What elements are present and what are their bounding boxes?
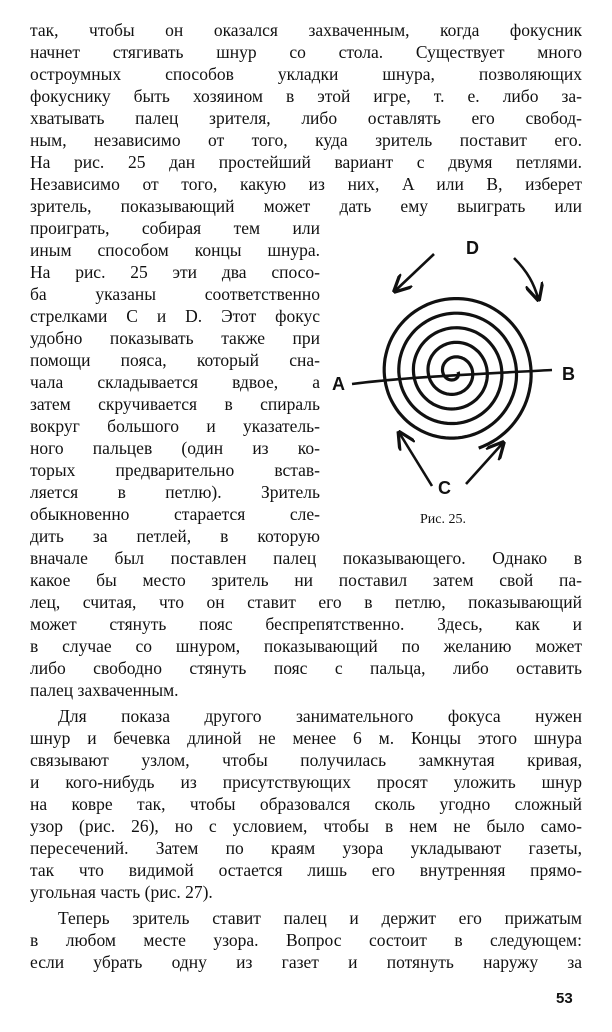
text-line: фокуснику быть хозяином в этой игре, т. е. либо за- [30, 86, 582, 106]
text-line: Теперь зритель ставит палец и держит его прижатым [58, 908, 582, 928]
text-line: начнет стягивать шнур со стола. Существует много [30, 42, 582, 62]
text-line: может стянуть пояс беспрепятственно. Здесь, как и [30, 614, 582, 634]
text-line: в любом месте узора. Вопрос состоит в следующем: [30, 930, 582, 950]
text-line: и кого-нибудь из присутствующих просят уложить шнур [30, 772, 582, 792]
figure-spiral [326, 232, 588, 532]
text-line: ба указаны соответственно [30, 284, 320, 304]
text-line: иным способом концы шнура. [30, 240, 320, 260]
text-line: хватывать палец зрителя, либо оставлять его свобод- [30, 108, 582, 128]
text-line: связывают узлом, чтобы получилась замкнутая кривая, [30, 750, 582, 770]
text-line: проиграть, собирая тем или [30, 218, 320, 238]
arrow-c-right [466, 444, 502, 484]
arrow-c-left [400, 434, 432, 486]
label-d: D [466, 238, 479, 258]
text-line: зритель, показывающий может дать ему выиграть или [30, 196, 582, 216]
text-line: если убрать одну из газет и потянуть наружу за [30, 952, 582, 972]
text-line: удобно показывать также при [30, 328, 320, 348]
text-line: ным, независимо от того, куда зритель поставит его. [30, 130, 582, 150]
text-line: либо свободно стянуть пояс с пальца, либо оставить [30, 658, 582, 678]
text-line: чала складывается вдвое, а [30, 372, 320, 392]
text-line: дить за петлей, в которую [30, 526, 320, 546]
text-line: обыкновенно старается сле- [30, 504, 320, 524]
label-a: A [332, 374, 345, 394]
text-line: какое бы место зритель ни поставил затем свой па- [30, 570, 582, 590]
text-line: так, чтобы он оказался захваченным, когда фокусник [30, 20, 582, 40]
text-line: На рис. 25 эти два спосо- [30, 262, 320, 282]
text-line: ляется в петлю). Зритель [30, 482, 320, 502]
text-line: на ковре так, чтобы образовался сколь угодно сложный [30, 794, 582, 814]
text-line: так что видимой остается лишь его внутренняя прямо- [30, 860, 582, 880]
text-line: узор (рис. 26), но с условием, чтобы в нем не было само- [30, 816, 582, 836]
figure-caption: Рис. 25. [420, 512, 466, 527]
text-line: Независимо от того, какую из них, A или B, изберет [30, 174, 582, 194]
text-line: пересечений. Затем по краям узора укладывают газеты, [30, 838, 582, 858]
text-line: остроумных способов укладки шнура, позволяющих [30, 64, 582, 84]
text-line: затем скручивается в спираль [30, 394, 320, 414]
label-b: B [562, 364, 575, 384]
text-line: вокруг большого и указатель- [30, 416, 320, 436]
loop-line [352, 370, 552, 384]
label-c: C [438, 478, 451, 498]
page-number: 53 [556, 990, 573, 1007]
text-line: лец, считая, что он ставит его в петлю, показывающий [30, 592, 582, 612]
text-line: в случае со шнуром, показывающий по желанию может [30, 636, 582, 656]
text-line: стрелками C и D. Этот фокус [30, 306, 320, 326]
text-line: Для показа другого занимательного фокуса нужен [58, 706, 582, 726]
text-line: вначале был поставлен палец показывающего. Однако в [30, 548, 582, 568]
text-line: торых предварительно встав- [30, 460, 320, 480]
text-line: На рис. 25 дан простейший вариант с двумя петлями. [30, 152, 582, 172]
spiral-diagram [326, 232, 588, 532]
arrow-d-left [396, 254, 434, 290]
arrow-d-right [514, 258, 538, 298]
text-line: ного пальцев (один из ко- [30, 438, 320, 458]
text-line: палец захваченным. [30, 680, 179, 700]
text-line: угольная часть (рис. 27). [30, 882, 213, 902]
text-line: шнур и бечевка длиной не менее 6 м. Концы этого шнура [30, 728, 582, 748]
text-line: помощи пояса, который сна- [30, 350, 320, 370]
